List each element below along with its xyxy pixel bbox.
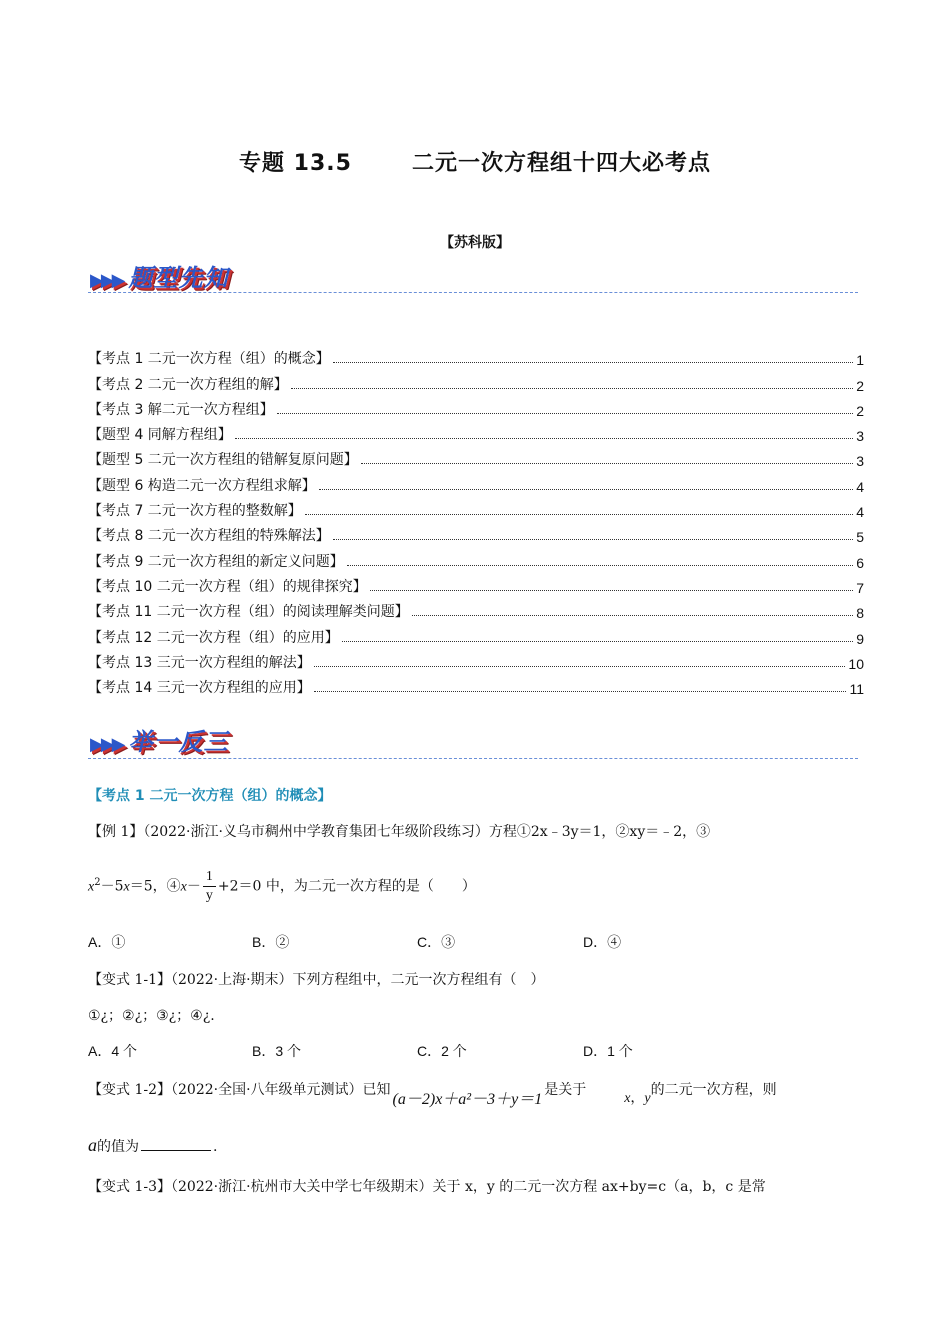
toc-entry-label: 【题型 5 二元一次方程组的错解复原问题】 <box>88 452 358 469</box>
variant-1-2-text: （2022·全国·八年级单元测试）已知 <box>171 1082 391 1098</box>
answer-blank <box>141 1150 211 1151</box>
toc-entry[interactable] <box>88 545 864 570</box>
toc-dot-leader <box>361 463 853 464</box>
toc-dot-leader <box>277 413 853 414</box>
section-heading: 【考点 1 二元一次方程（组）的概念】 <box>88 788 332 804</box>
toc-entry-page: 3 <box>856 428 864 445</box>
toc-entry-label: 【考点 2 二元一次方程组的解】 <box>88 376 288 393</box>
banner-overview <box>90 258 229 293</box>
variant-1-2-line2-end: . <box>213 1139 218 1155</box>
toc-dot-leader <box>333 539 853 540</box>
variant-1-1-line-2: ①¿；②¿；③¿；④¿. <box>88 1008 215 1024</box>
toc-entry-page: 6 <box>856 554 864 571</box>
choice-d: D．1 个 <box>583 1043 633 1059</box>
fraction <box>203 868 216 905</box>
math-var: x <box>123 879 130 895</box>
variant-1-1-line <box>88 969 545 989</box>
math-var: y <box>644 1091 651 1106</box>
toc-entry[interactable] <box>88 419 864 444</box>
variant-1-3-tag: 【变式 1-3】 <box>88 1179 171 1195</box>
math-text: +2＝0 中，为二元一次方程的是（ ） <box>217 878 476 895</box>
toc-entry[interactable] <box>88 571 864 596</box>
math-sup: 2 <box>94 876 101 888</box>
toc-entry-page: 4 <box>856 504 864 521</box>
toc-entry[interactable] <box>88 621 864 646</box>
variant-1-2-line-2 <box>88 1135 217 1156</box>
toc-entry-label: 【考点 12 二元一次方程（组）的应用】 <box>88 629 339 646</box>
toc-entry-label: 【考点 1 二元一次方程（组）的概念】 <box>88 351 330 368</box>
variant-1-2-equation: (a－2)x＋a²－3＋y＝1 <box>392 1091 543 1108</box>
toc-entry-page: 10 <box>848 655 864 672</box>
toc-entry-label: 【考点 10 二元一次方程（组）的规律探究】 <box>88 578 367 595</box>
choice-a: A．4 个 <box>88 1043 138 1059</box>
toc-entry-label: 【考点 14 三元一次方程组的应用】 <box>88 680 311 697</box>
example-1-eq2: xy＝﹣2，③ <box>629 824 711 840</box>
math-op: － <box>186 878 201 895</box>
triple-arrow-icon: ▶▶▶ <box>90 734 123 755</box>
page-title <box>0 146 950 177</box>
toc-entry[interactable] <box>88 495 864 520</box>
toc-entry-label: 【考点 8 二元一次方程组的特殊解法】 <box>88 528 330 545</box>
toc-dot-leader <box>319 489 853 490</box>
toc-dot-leader <box>314 666 846 667</box>
toc-dot-leader <box>370 590 853 591</box>
toc-entry-label: 【考点 13 三元一次方程组的解法】 <box>88 654 311 671</box>
toc-entry-page: 5 <box>856 529 864 546</box>
toc-entry[interactable] <box>88 520 864 545</box>
choice-b: B．3 个 <box>252 1043 302 1059</box>
math-op: －5 <box>100 878 124 895</box>
toc-dot-leader <box>305 514 853 515</box>
example-1-tag: 【例 1】 <box>88 824 144 840</box>
toc-dot-leader <box>412 615 853 616</box>
toc-entry-label: 【考点 11 二元一次方程（组）的阅读理解类问题】 <box>88 604 409 621</box>
toc-entry-label: 【考点 9 二元一次方程组的新定义问题】 <box>88 553 344 570</box>
math-var: a <box>88 1135 97 1155</box>
math-text: ， <box>630 1090 645 1106</box>
variant-1-3-text: （2022·浙江·杭州市大关中学七年级期末）关于 x，y 的二元一次方程 ax+by=c（a，b，c 是常 <box>171 1179 766 1195</box>
toc-entry-page: 1 <box>856 352 864 369</box>
toc-dot-leader <box>314 691 847 692</box>
banner-practice <box>90 722 229 757</box>
variant-1-3-line <box>88 1176 766 1196</box>
fraction-denominator: y <box>205 888 213 903</box>
toc-entry-label: 【题型 4 同解方程组】 <box>88 427 232 444</box>
math-var: x <box>180 879 187 895</box>
math-var: x <box>88 879 95 895</box>
toc-entry[interactable] <box>88 672 864 697</box>
variant-1-2-tag: 【变式 1-2】 <box>88 1082 171 1098</box>
toc-entry-page: 11 <box>849 681 864 698</box>
toc-entry-page: 2 <box>856 402 864 419</box>
toc-entry-page: 2 <box>856 377 864 394</box>
toc-dot-leader <box>291 388 853 389</box>
toc-entry[interactable] <box>88 469 864 494</box>
toc-entry[interactable] <box>88 394 864 419</box>
toc-entry[interactable] <box>88 647 864 672</box>
triple-arrow-icon: ▶▶▶ <box>90 270 123 291</box>
banner-overview-text: 题型先知 <box>128 264 229 292</box>
choice-c: C．2 个 <box>417 1043 467 1059</box>
choice-c: C．③ <box>417 934 456 950</box>
toc-dot-leader <box>347 565 853 566</box>
example-1-line-2 <box>88 868 476 905</box>
toc-entry[interactable] <box>88 368 864 393</box>
choice-a: A．① <box>88 934 126 950</box>
title-part2: 二元一次方程组十四大必考点 <box>411 151 711 176</box>
variant-1-2-tail: 的二元一次方程，则 <box>650 1082 777 1098</box>
banner-practice-text: 举一反三 <box>128 728 229 756</box>
toc-entry-page: 7 <box>856 579 864 596</box>
edition-label: 【苏科版】 <box>440 235 510 251</box>
toc-dot-leader <box>342 641 853 642</box>
dashed-divider <box>88 758 858 759</box>
toc-entry-page: 4 <box>856 478 864 495</box>
table-of-contents <box>88 343 864 697</box>
math-var: x <box>624 1091 631 1106</box>
example-1-eq1: 2x﹣3y＝1，② <box>530 824 630 840</box>
toc-entry-page: 9 <box>856 630 864 647</box>
variant-1-1-text: （2022·上海·期末）下列方程组中，二元一次方程组有（ ） <box>171 972 545 988</box>
toc-dot-leader <box>235 438 853 439</box>
dashed-divider <box>88 292 858 293</box>
variant-1-1-tag: 【变式 1-1】 <box>88 972 171 988</box>
toc-entry-label: 【题型 6 构造二元一次方程组求解】 <box>88 477 316 494</box>
toc-dot-leader <box>333 362 853 363</box>
choice-d: D．④ <box>583 934 622 950</box>
fraction-numerator: 1 <box>203 868 216 887</box>
toc-entry-label: 【考点 7 二元一次方程的整数解】 <box>88 503 302 520</box>
variant-1-2-after: 是关于 <box>544 1082 587 1098</box>
toc-entry[interactable] <box>88 596 864 621</box>
variant-1-2-line <box>88 1076 777 1108</box>
title-part1: 专题 13.5 <box>239 151 352 176</box>
variant-1-2-line2-text: 的值为 <box>97 1139 139 1155</box>
toc-entry-label: 【考点 3 解二元一次方程组】 <box>88 401 274 418</box>
math-text: ＝5，④ <box>129 878 181 895</box>
toc-entry-page: 3 <box>856 453 864 470</box>
example-1-line <box>88 821 710 841</box>
example-1-source: （2022·浙江·义乌市稠州中学教育集团七年级阶段练习）方程① <box>143 824 531 840</box>
toc-entry[interactable] <box>88 444 864 469</box>
toc-entry[interactable] <box>88 343 864 368</box>
choice-b: B．② <box>252 934 290 950</box>
toc-entry-page: 8 <box>856 605 864 622</box>
